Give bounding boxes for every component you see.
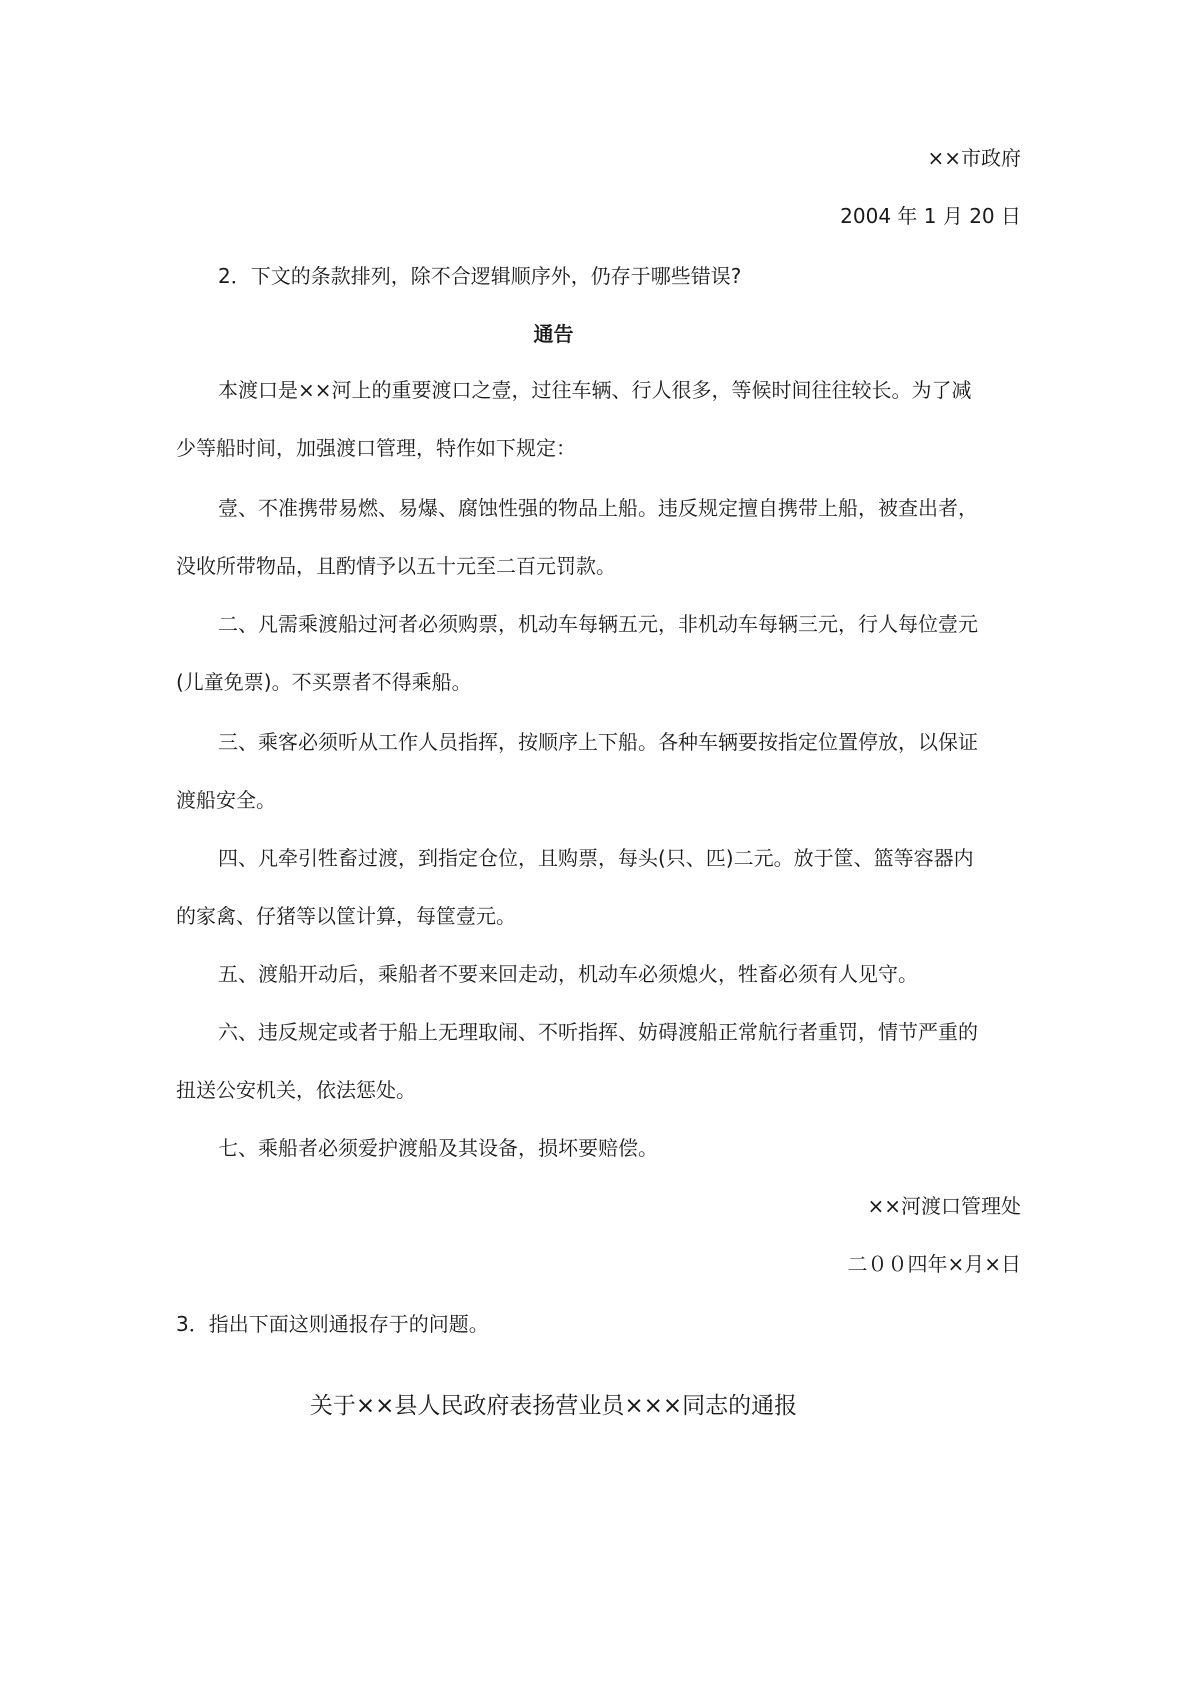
notice-title: 通告 <box>533 322 574 346</box>
intro-line-1: 本渡口是××河上的重要渡口之壹，过往车辆、行人很多，等候时间往往较长。为了减 <box>218 378 972 402</box>
item-4-line-1: 四、凡牵引牲畜过渡，到指定仓位，且购票，每头(只、匹)二元。放于筐、篮等容器内 <box>218 846 974 870</box>
item-1-line-1: 壹、不准携带易燃、易爆、腐蚀性强的物品上船。违反规定擅自携带上船，被查出者， <box>218 496 978 520</box>
item-3-line-1: 三、乘客必须听从工作人员指挥，按顺序上下船。各种车辆要按指定位置停放，以保证 <box>218 730 978 754</box>
item-4-line-2: 的家禽、仔猪等以筐计算，每筐壹元。 <box>176 904 516 928</box>
item-5-line-1: 五、渡船开动后，乘船者不要来回走动，机动车必须熄火，牲畜必须有人见守。 <box>218 962 918 986</box>
item-6-line-1: 六、违反规定或者于船上无理取闹、不听指挥、妨碍渡船正常航行者重罚，情节严重的 <box>218 1020 978 1044</box>
question-3: 3．指出下面这则通报存于的问题。 <box>176 1312 489 1336</box>
signer-ferry-office: ××河渡口管理处 <box>867 1194 1021 1218</box>
item-6-line-2: 扭送公安机关，依法惩处。 <box>176 1078 416 1102</box>
item-7-line-1: 七、乘船者必须爱护渡船及其设备，损坏要赔偿。 <box>218 1136 658 1160</box>
item-1-line-2: 没收所带物品，且酌情予以五十元至二百元罚款。 <box>176 554 616 578</box>
signer-city-government: ××市政府 <box>927 146 1021 170</box>
item-3-line-2: 渡船安全。 <box>176 788 276 812</box>
intro-line-2: 少等船时间，加强渡口管理，特作如下规定： <box>176 436 576 460</box>
ferry-date: 二００四年×月×日 <box>847 1252 1021 1276</box>
item-2-line-2: (儿童免票)。不买票者不得乘船。 <box>176 670 472 694</box>
date-line: 2004 年 1 月 20 日 <box>840 204 1021 228</box>
report-title: 关于××县人民政府表扬营业员×××同志的通报 <box>309 1393 798 1419</box>
question-2: 2．下文的条款排列，除不合逻辑顺序外，仍存于哪些错误? <box>218 264 742 288</box>
item-2-line-1: 二、凡需乘渡船过河者必须购票，机动车每辆五元，非机动车每辆三元，行人每位壹元 <box>218 612 978 636</box>
